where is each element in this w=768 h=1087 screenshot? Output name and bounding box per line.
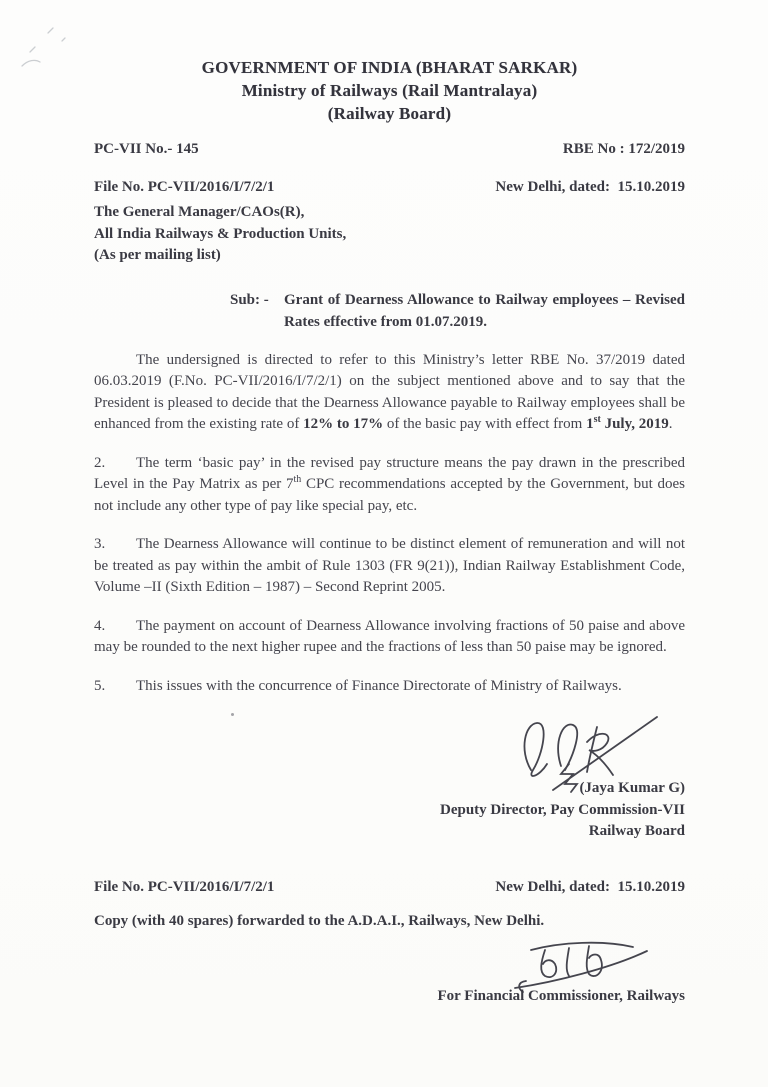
paragraph-2-text-2: CPC recommendations accepted by the Government, but does not include any other type of pay like special pay, etc. bbox=[94, 476, 685, 514]
rbe-number: RBE No : 172/2019 bbox=[562, 141, 685, 157]
paragraph-5-text: This issues with the concurrence of Finance Directorate of Ministry of Railways. bbox=[136, 677, 622, 694]
paragraph-2 bbox=[94, 453, 685, 518]
letterhead bbox=[94, 56, 685, 125]
footer-place-date: New Delhi, dated: 15.10.2019 bbox=[495, 878, 685, 895]
letterhead-line-2: Ministry of Railways (Rail Mantralaya) bbox=[241, 81, 538, 100]
paragraph-3 bbox=[94, 534, 685, 599]
letterhead-line-3: (Railway Board) bbox=[327, 104, 452, 123]
file-date-row bbox=[94, 179, 685, 196]
copy-forwarded-line: Copy (with 40 spares) forwarded to the A.D.A.I., Railways, New Delhi. bbox=[94, 912, 545, 929]
paragraph-3-text: The Dearness Allowance will continue to be distinct element of remuneration and will not be treated as pay within the ambit of Rule 1303 (FR 9(21)), Indian Railway Establishment Code, Volume –II (Sixth Edition – 1987) – Second Reprint 2005. bbox=[94, 536, 685, 595]
addressee-line-2: All India Railways & Production Units, bbox=[94, 225, 347, 242]
addressee-line-3: (As per mailing list) bbox=[94, 247, 221, 263]
paragraph-2-number: 2. bbox=[94, 454, 106, 471]
paragraph-1 bbox=[94, 350, 685, 436]
footer-file-date-row bbox=[94, 879, 685, 896]
signature-hindi-initials bbox=[507, 934, 657, 996]
subject-label: Sub: - bbox=[230, 291, 269, 308]
ordinal-superscript: th bbox=[293, 474, 302, 485]
paragraph-4-number: 4. bbox=[94, 617, 106, 634]
signatory-name: (Jaya Kumar G) bbox=[579, 780, 685, 796]
pc-number: PC-VII No.- 145 bbox=[94, 141, 199, 157]
file-number: File No. PC-VII/2016/I/7/2/1 bbox=[94, 179, 275, 195]
subject-text: Grant of Dearness Allowance to Railway employees – Revised Rates effective from 01.07.2019. bbox=[284, 291, 685, 330]
paragraph-5 bbox=[94, 676, 685, 698]
paragraph-1-period: . bbox=[668, 416, 673, 432]
paragraph-1-text-2: of the basic pay with effect from bbox=[383, 416, 587, 432]
paragraph-3-number: 3. bbox=[94, 536, 106, 552]
financial-commissioner-block bbox=[94, 934, 685, 1005]
signatory-title: Deputy Director, Pay Commission-VII bbox=[440, 801, 685, 818]
paragraph-1-bold-date: 1st July, 2019 bbox=[586, 414, 669, 432]
for-financial-commissioner: For Financial Commissioner, Railways bbox=[437, 987, 685, 1004]
paragraph-4-text: The payment on account of Dearness Allowance involving fractions of 50 paise and above may be rounded to the next higher rupee and the fractions of less than 50 paise may be ignored. bbox=[94, 617, 685, 655]
ordinal-superscript: st bbox=[593, 414, 601, 425]
scan-dot-artifact bbox=[231, 713, 234, 716]
reference-row bbox=[94, 141, 685, 158]
addressee-block bbox=[94, 202, 685, 267]
paragraph-4 bbox=[94, 616, 685, 659]
paragraph-1-bold-rates: 12% to 17% bbox=[303, 416, 384, 432]
paragraph-2-text: The term ‘basic pay’ in the revised pay structure means the pay drawn in the prescribed Level in the Pay Matrix as per 7 bbox=[94, 454, 685, 492]
subject-block bbox=[230, 289, 685, 333]
paragraph-1-text: The undersigned is directed to refer to this Ministry’s letter RBE No. 37/2019 dated 06.03.2019 (F.No. PC-VII/2016/I/7/2/1) on the subject mentioned above and to say that the President is pleased to decide that the Dearness Allowance payable to Railway employees shall be enhanced from the existing rate of bbox=[94, 351, 685, 432]
addressee-line-1: The General Manager/CAOs(R), bbox=[94, 204, 305, 220]
place-date: New Delhi, dated: 15.10.2019 bbox=[495, 179, 685, 195]
signatory-block bbox=[94, 712, 685, 843]
footer-file-number: File No. PC-VII/2016/I/7/2/1 bbox=[94, 878, 275, 895]
signatory-org: Railway Board bbox=[588, 823, 685, 839]
paragraph-5-number: 5. bbox=[94, 677, 106, 694]
letterhead-line-1: GOVERNMENT OF INDIA (BHARAT SARKAR) bbox=[201, 58, 578, 77]
